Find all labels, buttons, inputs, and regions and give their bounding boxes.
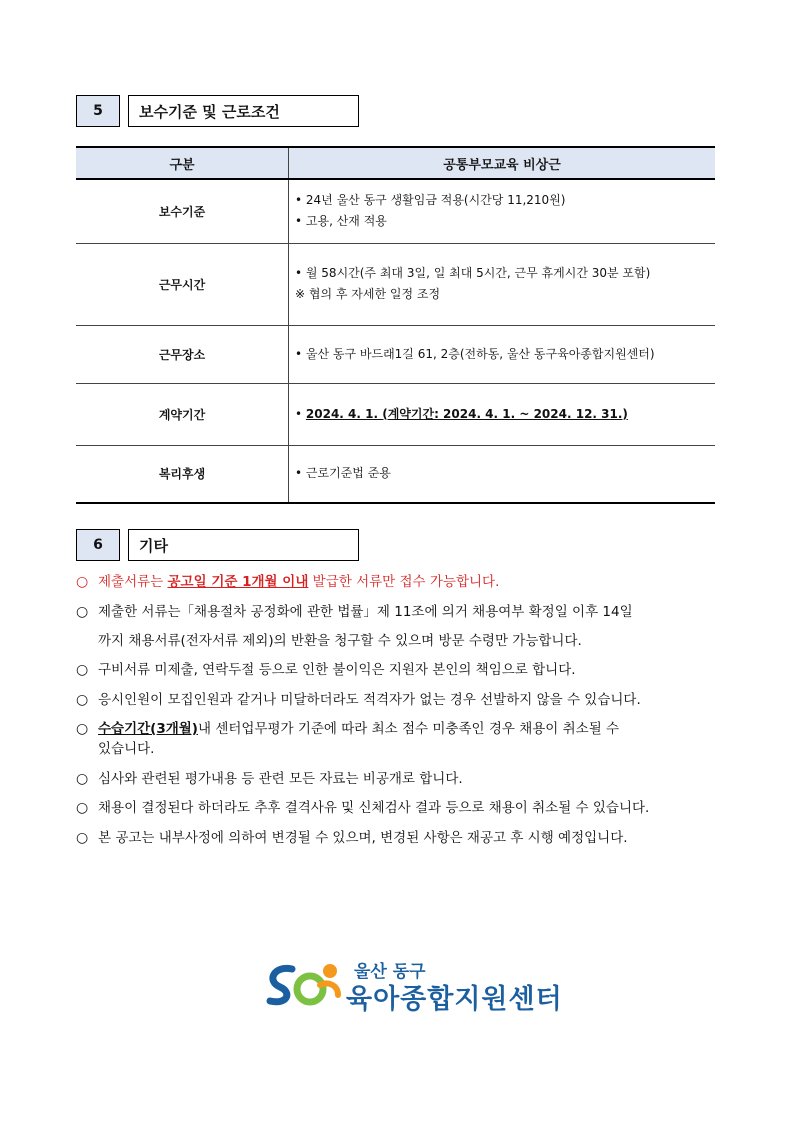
note-text-main: 제출한 서류는「채용절차 공정화에 관한 법률」제 11조에 의거 채용여부 확정일 이후 14일 xyxy=(98,603,633,620)
circle-bullet: ○ xyxy=(76,800,89,816)
circle-bullet: ○ xyxy=(76,721,89,737)
table-row xyxy=(76,325,715,383)
row-content xyxy=(289,325,716,383)
section-number: 5 xyxy=(76,95,120,127)
section-title: 보수기준 및 근로조건 xyxy=(128,95,359,127)
note-text xyxy=(98,602,726,651)
notes-list xyxy=(76,572,726,857)
note-text xyxy=(98,572,726,592)
list-item xyxy=(76,719,726,759)
note-text: 채용이 결정된다 하더라도 추후 결격사유 및 신체검사 결과 등으로 채용이 취소될 수 있습니다. xyxy=(98,800,650,816)
row-label: 복리후생 xyxy=(76,445,289,503)
row-content xyxy=(289,445,716,503)
circle-bullet: ○ xyxy=(76,691,89,708)
logo-name: 육아종합지원센터 xyxy=(346,984,563,1015)
circle-bullet: ○ xyxy=(76,603,89,620)
list-item xyxy=(76,828,726,848)
note-text: 응시인원이 모집인원과 같거나 미달하더라도 적격자가 없는 경우 선발하지 않을 수 있습니다. xyxy=(98,691,641,708)
note-text: 본 공고는 내부사정에 의하여 변경될 수 있으며, 변경된 사항은 재공고 후 시행 예정입니다. xyxy=(98,829,628,846)
list-item xyxy=(76,690,726,710)
note-emphasis: 공고일 기준 1개월 이내 xyxy=(167,574,309,590)
note-text: 구비서류 미제출, 연락두절 등으로 인한 불이익은 지원자 본인의 책임으로 합니다. xyxy=(98,662,576,678)
row-line: • 월 58시간(주 최대 3일, 일 최대 5시간, 근무 휴게시간 30분 포함) xyxy=(295,266,651,280)
table-row xyxy=(76,383,715,445)
row-label: 근무장소 xyxy=(76,325,289,383)
row-line: • 울산 동구 바드래1길 61, 2층(전하동, 울산 동구육아종합지원센터) xyxy=(295,346,655,361)
logo-subtitle: 울산 동구 xyxy=(354,962,426,982)
note-text-continued: 까지 채용서류(전자서류 제외)의 반환을 청구할 수 있으며 방문 수령만 가능합니다. xyxy=(98,632,582,649)
table-row xyxy=(76,179,715,243)
row-content xyxy=(289,243,716,325)
row-line: • 근로기준법 준용 xyxy=(295,466,391,481)
circle-bullet: ○ xyxy=(76,662,89,678)
circle-bullet: ○ xyxy=(76,574,89,590)
note-text-post: 내 센터업무평가 기준에 따라 최소 점수 미충족인 경우 채용이 취소될 수 xyxy=(197,721,620,737)
row-content xyxy=(289,383,716,445)
column-header-position: 공통부모교육 비상근 xyxy=(289,147,716,179)
row-line: ※ 협의 후 자세한 일정 조정 xyxy=(295,287,441,301)
note-emphasis: 수습기간(3개월) xyxy=(98,721,198,737)
circle-bullet: ○ xyxy=(76,829,89,846)
row-line xyxy=(295,404,714,425)
table-header-row xyxy=(76,147,715,179)
logo-mark-icon xyxy=(262,955,346,1015)
note-text-pre: 제출서류는 xyxy=(98,574,168,590)
column-header-category: 구분 xyxy=(76,147,289,179)
list-item xyxy=(76,769,726,789)
row-label: 보수기준 xyxy=(76,179,289,243)
contract-period: 2024. 4. 1. (계약기간: 2024. 4. 1. ~ 2024. 12. 31.) xyxy=(305,406,628,421)
center-logo xyxy=(262,955,563,1015)
list-item xyxy=(76,660,726,680)
list-item xyxy=(76,602,726,651)
bullet: • xyxy=(295,406,306,421)
circle-bullet: ○ xyxy=(76,770,89,787)
section-number: 6 xyxy=(76,529,120,561)
row-line: • 고용, 산재 적용 xyxy=(295,214,387,229)
table-row xyxy=(76,243,715,325)
row-line: • 24년 울산 동구 생활임금 적용(시간당 11,210원) xyxy=(295,193,566,208)
row-content xyxy=(289,179,716,243)
note-text: 심사와 관련된 평가내용 등 관련 모든 자료는 비공개로 합니다. xyxy=(98,770,463,787)
conditions-table xyxy=(76,146,715,504)
row-label: 근무시간 xyxy=(76,243,289,325)
table-row xyxy=(76,445,715,503)
list-item xyxy=(76,798,726,818)
section-title: 기타 xyxy=(128,529,359,561)
note-text-continued: 있습니다. xyxy=(98,741,155,757)
list-item xyxy=(76,572,726,592)
note-text-post: 발급한 서류만 접수 가능합니다. xyxy=(308,574,500,590)
row-label: 계약기간 xyxy=(76,383,289,445)
note-text xyxy=(98,719,726,759)
